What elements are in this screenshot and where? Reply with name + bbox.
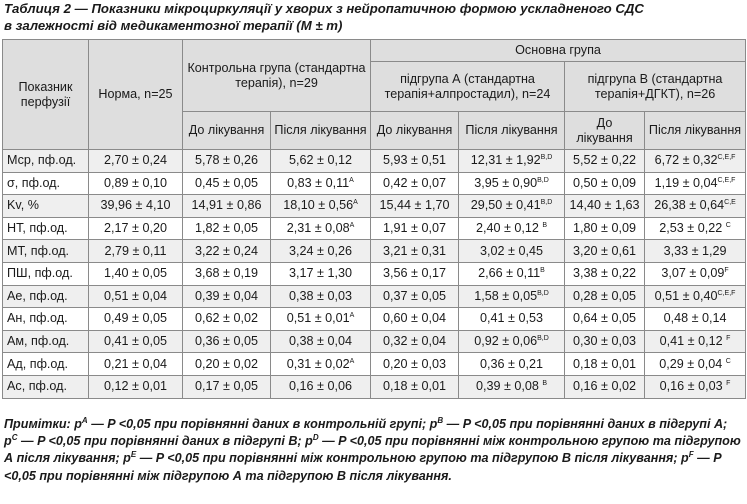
- header-a-after: Після лікування: [459, 112, 565, 150]
- note-text-a: — P <0,05 при порівнянні даних в контрольній групі; p: [87, 417, 438, 431]
- cell-value: 0,39 ± 0,08: [475, 379, 543, 394]
- cell-a-after: [459, 262, 565, 285]
- significance-mark: B: [542, 222, 548, 230]
- cell-control-before: 5,78 ± 0,26: [183, 150, 271, 173]
- header-control-group: Контрольна група (стандартна терапія), n=29: [183, 40, 371, 112]
- header-subgroup-a: підгрупа А (стандартна терапія+алпростадил), n=24: [371, 62, 565, 112]
- cell-control-after: [271, 240, 371, 263]
- cell-value: 3,07 ± 0,09: [661, 266, 725, 281]
- cell-a-after: [459, 375, 565, 398]
- note-text-d: — P <0,05 при порівнянні між контрольною групою та підгрупою А після лікування; p: [4, 434, 741, 466]
- cell-value: 6,72 ± 0,32: [654, 153, 718, 168]
- cell-a-before: 3,56 ± 0,17: [371, 262, 459, 285]
- cell-control-before: 3,68 ± 0,19: [183, 262, 271, 285]
- cell-b-after: [645, 262, 746, 285]
- significance-mark: B,D: [537, 335, 549, 343]
- significance-mark: A: [349, 312, 355, 320]
- table-row: [3, 262, 746, 285]
- cell-b-before: 14,40 ± 1,63: [565, 195, 645, 218]
- cell-value: 0,51 ± 0,01: [286, 311, 350, 326]
- cell-control-after: [271, 308, 371, 331]
- cell-value: 0,41 ± 0,12: [659, 334, 727, 349]
- cell-value: 0,16 ± 0,03: [659, 379, 727, 394]
- cell-control-after: [271, 172, 371, 195]
- note-text-e: — P <0,05 при порівнянні між контрольною групою та підгрупою В після лікування; p: [136, 451, 689, 466]
- table-row: [3, 353, 746, 376]
- cell-value: 0,16 ± 0,06: [289, 379, 352, 394]
- cell-a-after: [459, 308, 565, 331]
- cell-b-after: [645, 353, 746, 376]
- row-label: Ас, пф.од.: [3, 375, 89, 398]
- table-row: [3, 172, 746, 195]
- cell-b-before: 0,28 ± 0,05: [565, 285, 645, 308]
- cell-control-before: 0,20 ± 0,02: [183, 353, 271, 376]
- caption-line-1: Таблиця 2 — Показники мікроциркуляції у хворих з нейропатичною формою ускладненого СДС: [4, 1, 644, 16]
- note-mark-f: F: [688, 450, 694, 460]
- cell-a-after: [459, 195, 565, 218]
- cell-value: 2,40 ± 0,12: [475, 221, 543, 236]
- table-row: [3, 240, 746, 263]
- cell-b-before: 0,16 ± 0,02: [565, 375, 645, 398]
- cell-control-after: [271, 330, 371, 353]
- header-b-after: Після лікування: [645, 112, 746, 150]
- cell-control-after: [271, 262, 371, 285]
- table-row: [3, 330, 746, 353]
- cell-value: 2,53 ± 0,22: [659, 221, 726, 236]
- cell-b-after: [645, 240, 746, 263]
- cell-a-after: [459, 285, 565, 308]
- cell-b-after: [645, 375, 746, 398]
- cell-value: 2,66 ± 0,11: [478, 266, 541, 281]
- cell-b-before: 0,18 ± 0,01: [565, 353, 645, 376]
- cell-value: 0,83 ± 0,11: [287, 175, 350, 190]
- cell-a-before: 0,32 ± 0,04: [371, 330, 459, 353]
- note-text-c: — P <0,05 при порівнянні даних в підгрупі В; p: [17, 434, 313, 449]
- header-indicator: Показник перфузії: [3, 40, 89, 150]
- cell-b-before: 0,50 ± 0,09: [565, 172, 645, 195]
- table-row: [3, 195, 746, 218]
- row-label: Ам, пф.од.: [3, 330, 89, 353]
- cell-value: 3,33 ± 1,29: [663, 243, 727, 258]
- header-main-group: Основна група: [371, 40, 746, 62]
- note-mark-e: E: [130, 450, 137, 460]
- cell-control-before: 1,82 ± 0,05: [183, 217, 271, 240]
- significance-mark: A: [353, 199, 358, 207]
- table-row: [3, 150, 746, 173]
- cell-value: 1,19 ± 0,04: [654, 175, 718, 190]
- cell-a-before: 0,20 ± 0,03: [371, 353, 459, 376]
- significance-mark: B,D: [537, 176, 549, 184]
- cell-control-after: [271, 195, 371, 218]
- cell-control-after: [271, 285, 371, 308]
- cell-value: 0,31 ± 0,02: [286, 356, 350, 371]
- table-row: [3, 308, 746, 331]
- cell-b-after: [645, 172, 746, 195]
- cell-norm: 2,17 ± 0,20: [89, 217, 183, 240]
- significance-mark: F: [726, 380, 731, 388]
- cell-value: 29,50 ± 0,41: [470, 198, 541, 213]
- significance-mark: B,D: [540, 199, 553, 207]
- significance-mark: B,D: [537, 289, 549, 297]
- cell-b-before: 3,20 ± 0,61: [565, 240, 645, 263]
- cell-control-before: 0,45 ± 0,05: [183, 172, 271, 195]
- header-a-before: До лікування: [371, 112, 459, 150]
- cell-b-after: [645, 285, 746, 308]
- cell-control-after: [271, 217, 371, 240]
- significance-mark: B: [540, 267, 545, 275]
- cell-control-before: 0,39 ± 0,04: [183, 285, 271, 308]
- header-control-after: Після лікування: [271, 112, 371, 150]
- header-norm: Норма, n=25: [89, 40, 183, 150]
- row-label: ПШ, пф.од.: [3, 262, 89, 285]
- cell-b-before: 3,38 ± 0,22: [565, 262, 645, 285]
- cell-control-after: [271, 375, 371, 398]
- cell-a-before: 1,91 ± 0,07: [371, 217, 459, 240]
- cell-a-before: 0,18 ± 0,01: [371, 375, 459, 398]
- significance-mark: F: [726, 335, 731, 343]
- cell-a-before: 0,42 ± 0,07: [371, 172, 459, 195]
- cell-norm: 2,70 ± 0,24: [89, 150, 183, 173]
- row-label: Ае, пф.од.: [3, 285, 89, 308]
- table-row: [3, 375, 746, 398]
- significance-mark: B: [542, 380, 548, 388]
- cell-control-before: 14,91 ± 0,86: [183, 195, 271, 218]
- significance-mark: F: [724, 267, 729, 275]
- cell-control-before: 0,36 ± 0,05: [183, 330, 271, 353]
- cell-value: 12,31 ± 1,92: [470, 153, 541, 168]
- row-label: Kv, %: [3, 195, 89, 218]
- cell-norm: 1,40 ± 0,05: [89, 262, 183, 285]
- header-control-before: До лікування: [183, 112, 271, 150]
- significance-mark: A: [349, 222, 355, 230]
- significance-mark: C: [725, 222, 731, 230]
- cell-value: 2,31 ± 0,08: [286, 221, 350, 236]
- cell-b-after: [645, 217, 746, 240]
- cell-a-before: 5,93 ± 0,51: [371, 150, 459, 173]
- cell-value: 18,10 ± 0,56: [283, 198, 354, 213]
- cell-norm: 0,49 ± 0,05: [89, 308, 183, 331]
- header-b-before: До лікування: [565, 112, 645, 150]
- cell-value: 1,58 ± 0,05: [474, 288, 538, 303]
- note-mark-a: A: [81, 416, 88, 425]
- cell-b-before: 1,80 ± 0,09: [565, 217, 645, 240]
- note-text-f: — P <0,05 при порівнянні між підгрупою А та підгрупою В після лікування.: [4, 451, 722, 483]
- cell-value: 0,29 ± 0,04: [659, 356, 726, 371]
- cell-a-before: 0,37 ± 0,05: [371, 285, 459, 308]
- note-mark-d: D: [312, 433, 319, 443]
- cell-b-before: 0,30 ± 0,03: [565, 330, 645, 353]
- significance-mark: C,E,F: [717, 154, 736, 162]
- row-label: Ад, пф.од.: [3, 353, 89, 376]
- cell-a-before: 0,60 ± 0,04: [371, 308, 459, 331]
- note-mark-c: C: [11, 433, 18, 443]
- row-label: НТ, пф.од.: [3, 217, 89, 240]
- notes-prefix: Примітки: p: [4, 417, 82, 431]
- cell-control-after: [271, 353, 371, 376]
- cell-norm: 2,79 ± 0,11: [89, 240, 183, 263]
- significance-mark: C,E,F: [717, 289, 736, 297]
- cell-a-after: [459, 172, 565, 195]
- cell-value: 3,24 ± 0,26: [289, 243, 352, 258]
- perfusion-table: [2, 39, 746, 399]
- cell-a-after: [459, 150, 565, 173]
- cell-b-after: [645, 195, 746, 218]
- caption-line-2: в залежності від медикаментозної терапії (M ± m): [4, 17, 343, 33]
- cell-control-before: 0,17 ± 0,05: [183, 375, 271, 398]
- cell-value: 0,51 ± 0,40: [654, 288, 718, 303]
- cell-a-after: [459, 217, 565, 240]
- cell-norm: 0,12 ± 0,01: [89, 375, 183, 398]
- row-label: σ, пф.од.: [3, 172, 89, 195]
- significance-mark: C: [725, 357, 731, 365]
- cell-value: 3,17 ± 1,30: [289, 266, 352, 281]
- cell-norm: 0,21 ± 0,04: [89, 353, 183, 376]
- cell-b-before: 0,64 ± 0,05: [565, 308, 645, 331]
- cell-value: 3,02 ± 0,45: [480, 243, 543, 258]
- cell-value: 5,62 ± 0,12: [289, 153, 352, 168]
- cell-a-after: [459, 330, 565, 353]
- cell-value: 0,48 ± 0,14: [663, 311, 727, 326]
- header-subgroup-b: підгрупа В (стандартна терапія+ДГКТ), n=26: [565, 62, 746, 112]
- cell-value: 3,95 ± 0,90: [474, 175, 538, 190]
- cell-b-after: [645, 308, 746, 331]
- cell-b-before: 5,52 ± 0,22: [565, 150, 645, 173]
- cell-control-after: [271, 150, 371, 173]
- cell-value: 0,38 ± 0,03: [289, 288, 352, 303]
- significance-mark: C,E,F: [717, 176, 736, 184]
- cell-a-before: 3,21 ± 0,31: [371, 240, 459, 263]
- significance-mark: C,E: [724, 199, 736, 207]
- cell-norm: 0,89 ± 0,10: [89, 172, 183, 195]
- significance-mark: B,D: [540, 154, 553, 162]
- cell-norm: 39,96 ± 4,10: [89, 195, 183, 218]
- row-label: Мср, пф.од.: [3, 150, 89, 173]
- note-text-b: — P <0,05 при порівнянні даних в підгрупі А; p: [4, 417, 728, 449]
- significance-mark: A: [349, 357, 355, 365]
- cell-b-after: [645, 330, 746, 353]
- table-notes: [4, 416, 744, 485]
- significance-mark: A: [349, 176, 354, 184]
- cell-norm: 0,51 ± 0,04: [89, 285, 183, 308]
- table-body: [3, 150, 746, 399]
- cell-control-before: 3,22 ± 0,24: [183, 240, 271, 263]
- cell-a-before: 15,44 ± 1,70: [371, 195, 459, 218]
- cell-value: 0,41 ± 0,53: [480, 311, 543, 326]
- cell-value: 0,92 ± 0,06: [474, 334, 538, 349]
- cell-control-before: 0,62 ± 0,02: [183, 308, 271, 331]
- cell-a-after: [459, 240, 565, 263]
- cell-b-after: [645, 150, 746, 173]
- table-row: [3, 217, 746, 240]
- cell-value: 0,36 ± 0,21: [480, 356, 543, 371]
- cell-value: 26,38 ± 0,64: [654, 198, 725, 213]
- row-label: МТ, пф.од.: [3, 240, 89, 263]
- row-label: Ан, пф.од.: [3, 308, 89, 331]
- note-mark-b: B: [437, 416, 444, 425]
- cell-a-after: [459, 353, 565, 376]
- table-caption: [4, 1, 744, 34]
- cell-value: 0,38 ± 0,04: [289, 334, 352, 349]
- cell-norm: 0,41 ± 0,05: [89, 330, 183, 353]
- table-row: [3, 285, 746, 308]
